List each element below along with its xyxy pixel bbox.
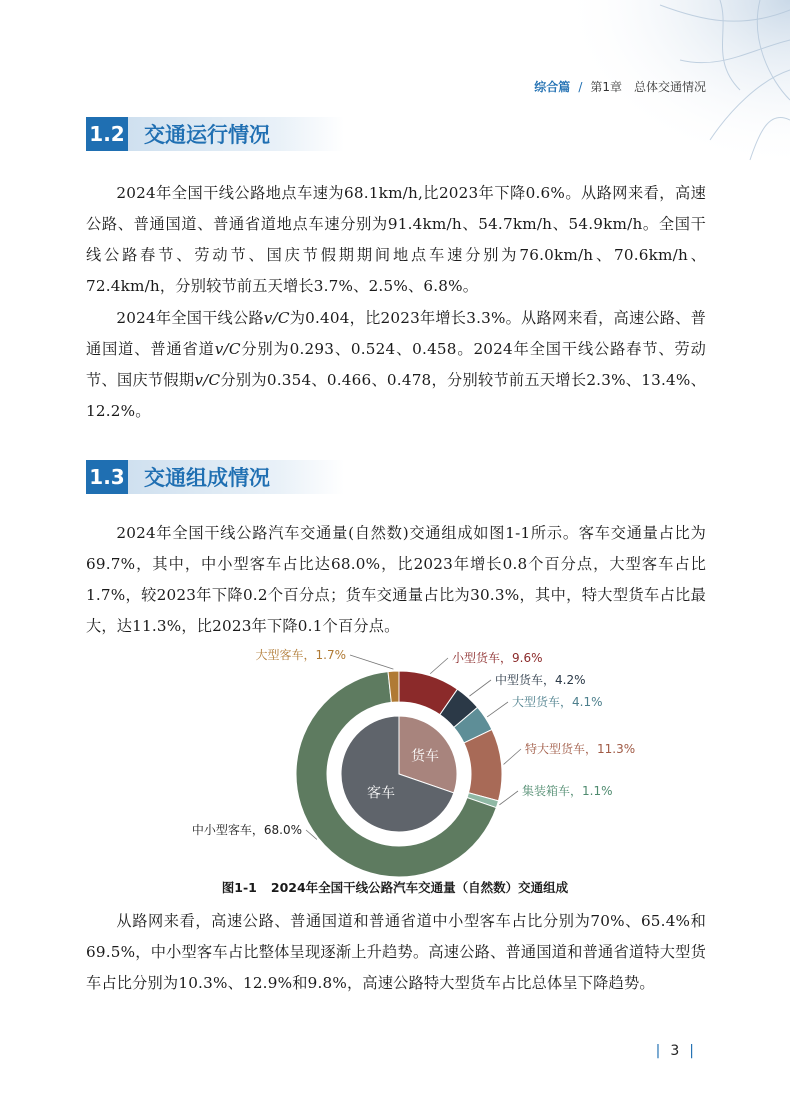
paragraph: 2024年全国干线公路地点车速为68.1km/h,比2023年下降0.6%。从路网来看，高速公路、普通国道、普通省道地点车速分别为91.4km/h、54.7km/h、54.9km/h。全国干线公路春节、劳动节、国庆节假期期间地点车速分别为76.0km/h、70.6km/h、72.4km/h，分别较节前五天增长3.7%、2.5%、6.8%。: [86, 184, 706, 295]
chart-label: 中小型客车，68.0%: [191, 823, 302, 837]
figure-caption: [0, 878, 790, 896]
figure-caption-text: 2024年全国干线公路汽车交通量（自然数）交通组成: [270, 880, 569, 895]
figure-number: 图1-1: [221, 880, 257, 895]
section-heading-1-3: [86, 460, 344, 494]
leader-line: [469, 680, 491, 696]
chart-label: 大型客车，1.7%: [255, 648, 346, 662]
leader-line: [350, 655, 393, 669]
leader-line: [499, 791, 518, 805]
composition-donut-chart: [170, 642, 640, 878]
paragraph: 2024年全国干线公路v/C为0.404，比2023年增长3.3%。从路网来看，高速公路、普通国道、普通省道v/C分别为0.293、0.524、0.458。2024年全国干线公路春节、劳动节、国庆节假期v/C分别为0.354、0.466、0.478，分别较节前五天增长2.3%、13.4%、12.2%。: [86, 309, 707, 420]
chart-label: 货车: [410, 748, 439, 765]
section-title: 交通组成情况: [128, 460, 344, 494]
header-chapter: 第1章 总体交通情况: [590, 80, 706, 94]
page-number-value: 3: [670, 1043, 680, 1059]
chart-label: 特大型货车，11.3%: [525, 742, 636, 756]
running-header: [534, 78, 706, 95]
leader-line: [430, 658, 448, 674]
header-slash: /: [578, 80, 583, 94]
paragraph: 从路网来看，高速公路、普通国道和普通省道中小型客车占比分别为70%、65.4%和69.5%，中小型客车占比整体呈现逐渐上升趋势。高速公路、普通国道和普通省道特大型货车占比分别为10.3%、12.9%和9.8%，高速公路特大型货车占比总体呈下降趋势。: [86, 912, 706, 992]
section-number: 1.3: [86, 460, 128, 494]
chart-svg: [170, 642, 640, 878]
leader-line: [487, 702, 508, 717]
chart-label: 大型货车，4.1%: [512, 695, 603, 709]
section-number: 1.2: [86, 117, 128, 151]
section-heading-1-2: [86, 117, 344, 151]
chart-label: 客车: [367, 785, 396, 802]
chart-label: 集装箱车，1.1%: [522, 784, 613, 798]
header-section: 综合篇: [534, 80, 571, 94]
chart-label: 中型货车，4.2%: [495, 673, 586, 687]
paragraph: 2024年全国干线公路汽车交通量(自然数)交通组成如图1-1所示。客车交通量占比为69.7%，其中，中小型客车占比达68.0%，比2023年增长0.8个百分点，大型客车占比1.7%，较2023年下降0.2个百分点；货车交通量占比为30.3%，其中，特大型货车占比最大，达11.3%，比2023年下降0.1个百分点。: [86, 524, 706, 635]
chart-label: 小型货车，9.6%: [452, 651, 543, 665]
section-title: 交通运行情况: [128, 117, 344, 151]
donut-segment: [464, 730, 502, 801]
page-number: | 3 |: [655, 1043, 694, 1059]
leader-line: [504, 749, 521, 764]
